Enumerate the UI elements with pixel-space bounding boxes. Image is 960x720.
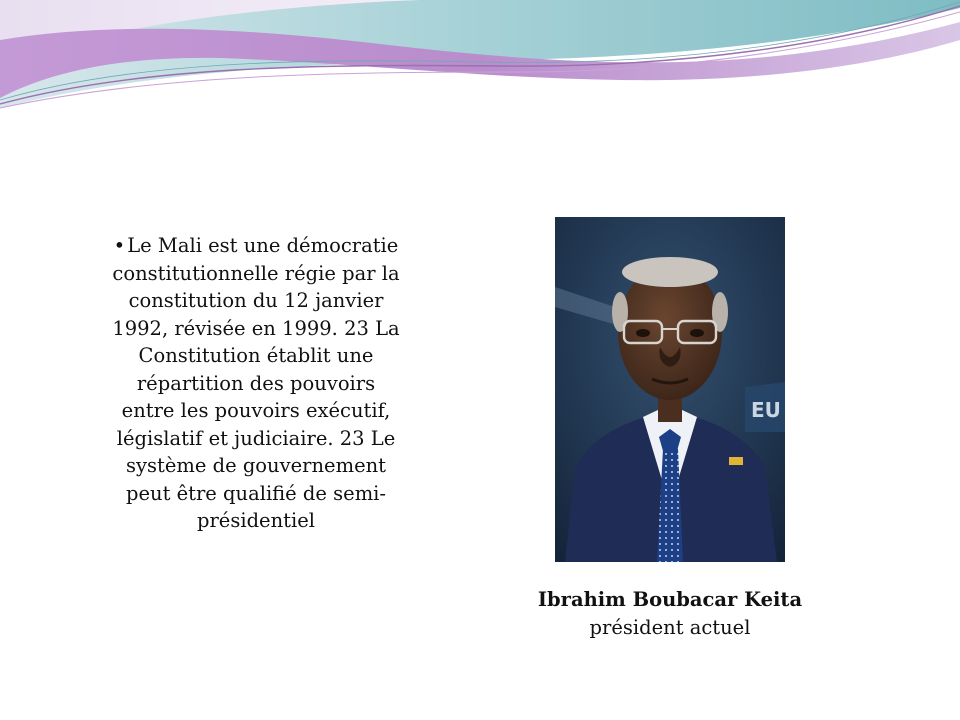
portrait-illustration <box>555 217 785 562</box>
bullet-paragraph <box>110 232 402 535</box>
background-sign-text: EU <box>751 398 781 422</box>
bullet-text: Le Mali est une démocratie constitutionnelle régie par la constitution du 12 janvier 1992, révisée en 1999. 23 La Constitution établit une répartition des pouvoirs entre les pouvoirs exécutif, législatif et judiciaire. 23 Le système de gouvernement peut être qualifié de semi-présidentiel <box>112 234 400 532</box>
caption-name: Ibrahim Boubacar Keita <box>537 588 803 611</box>
decorative-header-wave <box>0 0 960 120</box>
bullet-mark: • <box>113 234 126 257</box>
caption-role: président actuel <box>589 616 751 639</box>
portrait-photo <box>555 217 785 562</box>
photo-caption <box>470 586 870 642</box>
